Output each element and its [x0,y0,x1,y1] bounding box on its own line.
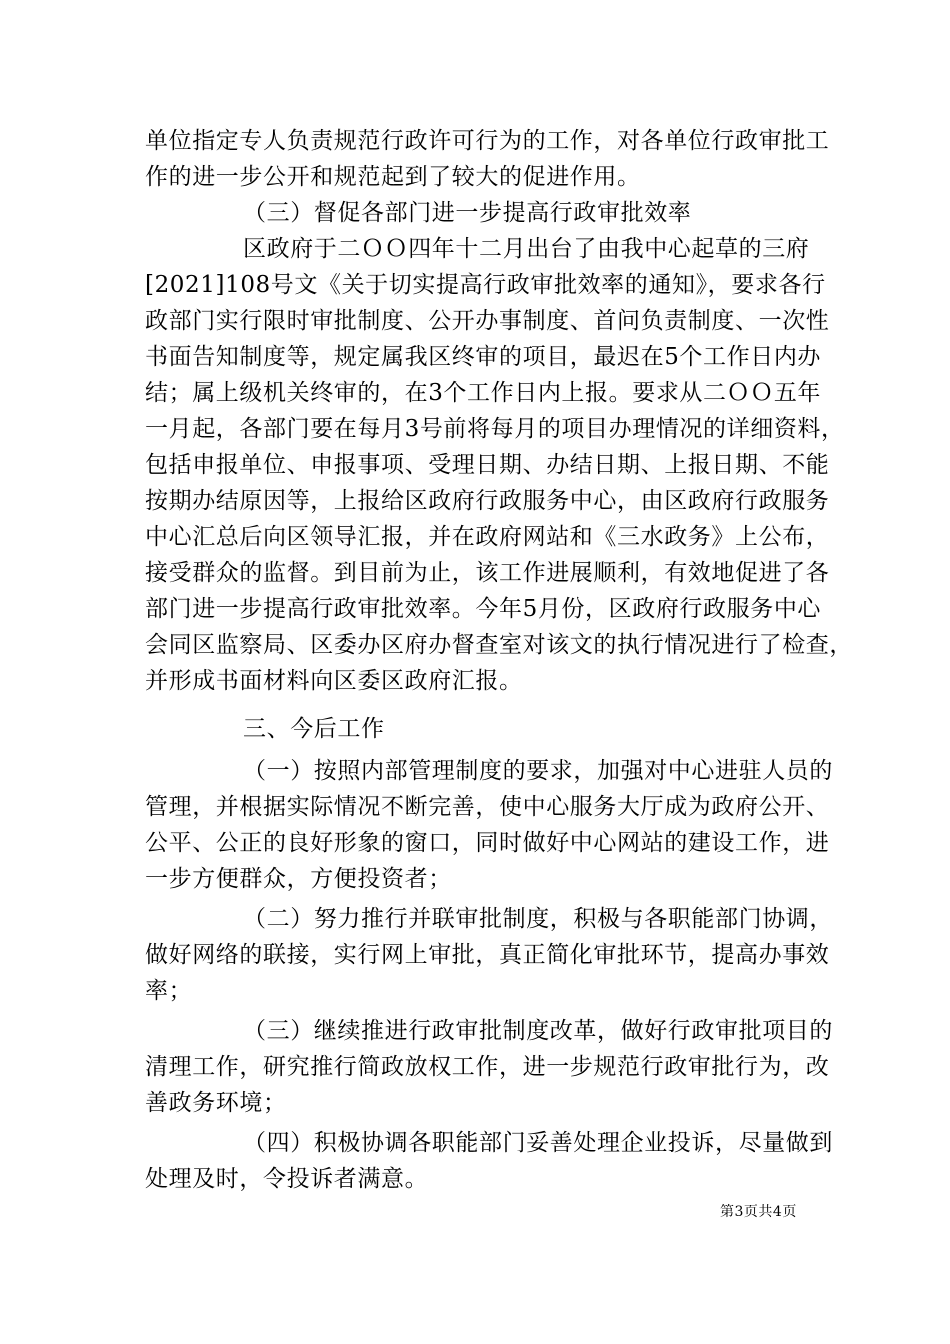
paragraph-line: 善政务环境； [145,1090,287,1116]
paragraph-line: 会同区监察局、区委办区府办督查室对该文的执行情况进行了检查， [145,632,853,658]
paragraph-line: 并形成书面材料向区委区政府汇报。 [145,668,523,694]
paragraph-line: [2021]108号文《关于切实提高行政审批效率的通知》，要求各行 [145,272,826,298]
section-heading: 三、今后工作 [243,716,385,742]
paragraph-line: 中心汇总后向区领导汇报，并在政府网站和《三水政务》上公布， [145,524,830,550]
section-heading: （三）督促各部门进一步提高行政审批效率 [243,200,692,226]
paragraph-line: 公平、公正的良好形象的窗口，同时做好中心网站的建设工作，进 [145,830,830,856]
paragraph-line: 率； [145,978,193,1004]
paragraph-line: 结；属上级机关终审的，在3个工作日内上报。要求从二ＯＯ五年 [145,380,822,406]
paragraph-line: 一月起，各部门要在每月3号前将每月的项目办理情况的详细资料， [145,416,845,442]
paragraph-line: 部门进一步提高行政审批效率。今年5月份，区政府行政服务中心 [145,596,822,622]
paragraph-line: 政部门实行限时审批制度、公开办事制度、首问负责制度、一次性 [145,308,830,334]
paragraph-line: 按期办结原因等，上报给区政府行政服务中心，由区政府行政服务 [145,488,830,514]
paragraph-line: （一）按照内部管理制度的要求，加强对中心进驻人员的 [243,758,833,784]
paragraph-line: 做好网络的联接，实行网上审批，真正简化审批环节，提高办事效 [145,942,830,968]
paragraph-line: （三）继续推进行政审批制度改革，做好行政审批项目的 [243,1018,833,1044]
paragraph-line: （二）努力推行并联审批制度，积极与各职能部门协调， [243,906,833,932]
paragraph-line: （四）积极协调各职能部门妥善处理企业投诉，尽量做到 [243,1130,833,1156]
paragraph-line: 单位指定专人负责规范行政许可行为的工作，对各单位行政审批工 [145,128,830,154]
page-number-footer: 第3页共4页 [720,1204,797,1220]
paragraph-line: 包括申报单位、申报事项、受理日期、办结日期、上报日期、不能 [145,452,830,478]
paragraph-line: 区政府于二ＯＯ四年十二月出台了由我中心起草的三府 [243,236,810,262]
paragraph-line: 接受群众的监督。到目前为止，该工作进展顺利，有效地促进了各 [145,560,830,586]
paragraph-line: 一步方便群众，方便投资者； [145,866,452,892]
paragraph-line: 管理，并根据实际情况不断完善，使中心服务大厅成为政府公开、 [145,794,830,820]
paragraph-line: 清理工作，研究推行简政放权工作，进一步规范行政审批行为，改 [145,1054,830,1080]
paragraph-line: 作的进一步公开和规范起到了较大的促进作用。 [145,164,641,190]
paragraph-line: 处理及时，令投诉者满意。 [145,1166,429,1192]
paragraph-line: 书面告知制度等，规定属我区终审的项目，最迟在5个工作日内办 [145,344,822,370]
